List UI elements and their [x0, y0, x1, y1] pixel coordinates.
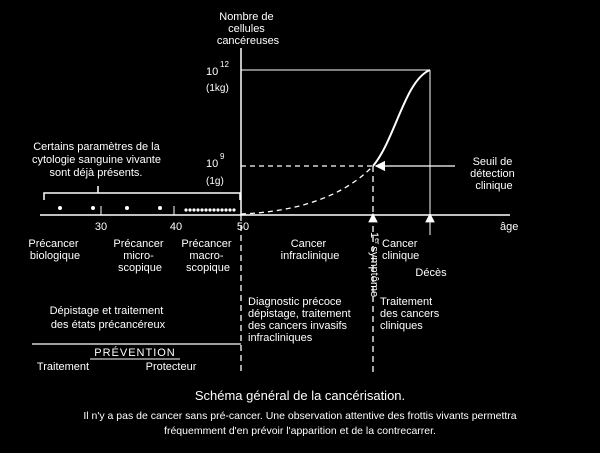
stage-precancer-microscopique: Précancer micro- scopique: [113, 238, 164, 274]
stage-deces: Décès: [415, 267, 447, 279]
svg-text:1ersymptôme: 1ersymptôme: [368, 232, 380, 298]
svg-text:9: 9: [220, 152, 225, 161]
stage-precancer-biologique: Précancer biologique: [28, 238, 81, 262]
stage-cancer-clinique: Cancer clinique: [382, 238, 420, 262]
caption-body-line-1: Il n'y a pas de cancer sans pré-cancer. Une observation attentive des frottis vivants permettra: [83, 410, 517, 422]
svg-text:(1g): (1g): [206, 176, 224, 187]
svg-text:(1kg): (1kg): [206, 83, 229, 94]
prevention-label: PRÉVENTION: [94, 347, 176, 359]
y-axis-label: Nombre de cellules cancéreuses: [216, 11, 280, 47]
cytology-note: Certains paramètres de la cytologie sanguine vivante sont déjà présents.: [31, 141, 161, 179]
stage-cancer-infraclinique: Cancer infraclinique: [280, 238, 340, 262]
traitement-cancers-cliniques-label: Traitement des cancers cliniques: [380, 296, 440, 332]
age-tick-30: 30: [94, 221, 108, 233]
cytology-dots: [58, 206, 236, 212]
prevention-protecteur: Protecteur: [145, 361, 197, 373]
y-tick-1kg: [206, 60, 430, 94]
caption-body-line-2: fréquemment d'en prévoir l'apparition et de la contrecarrer.: [164, 425, 436, 437]
depistage-label: Dépistage et traitement des états précancéreux: [49, 305, 166, 331]
stage-precancer-macroscopique: Précancer macro- scopique: [181, 238, 232, 274]
svg-text:12: 12: [220, 60, 229, 69]
age-tick-40: 40: [169, 221, 183, 233]
diagnostic-label: Diagnostic précoce dépistage, traitement des cancers invasifs infracliniques: [248, 296, 351, 344]
svg-text:10: 10: [206, 158, 219, 170]
y-tick-1g: [206, 152, 373, 187]
age-tick-50: 50: [236, 221, 250, 233]
first-symptom-label: [368, 232, 380, 297]
prevention-traitement: Traitement: [36, 361, 90, 373]
growth-curve-dashed: [241, 166, 373, 214]
x-axis-label: âge: [500, 221, 519, 233]
growth-curve-solid: [373, 70, 430, 166]
cytology-brace: [44, 186, 240, 200]
detection-threshold-label: Seuil de détection clinique: [470, 156, 515, 192]
caption-title: Schéma général de la cancérisation.: [194, 388, 406, 403]
svg-text:10: 10: [206, 66, 219, 78]
